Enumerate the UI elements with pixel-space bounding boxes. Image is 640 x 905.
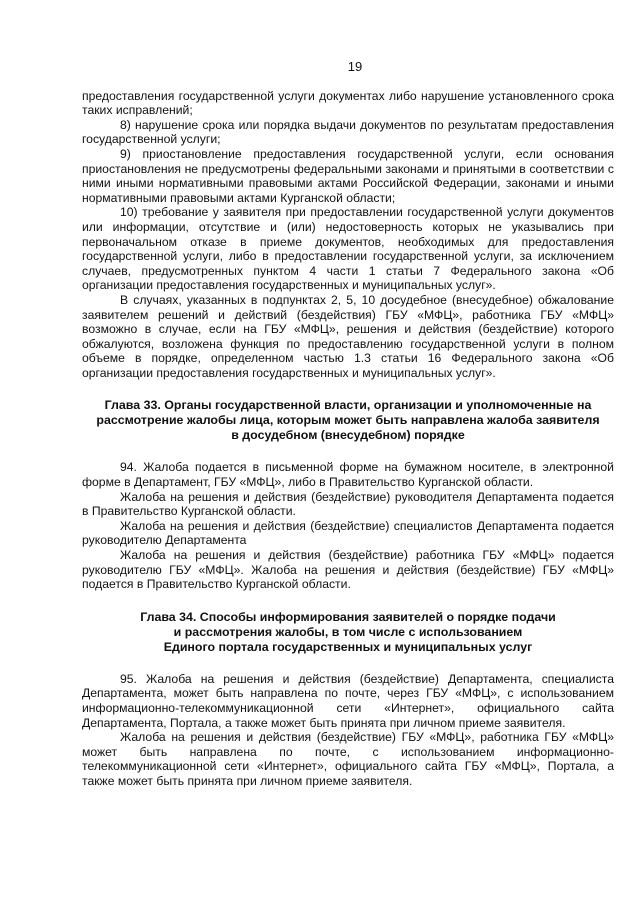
heading-line: Единого портала государственных и муниципальных услуг — [163, 639, 533, 654]
paragraph: Жалоба на решения и действия (бездействие) руководителя Департамента подается в Правительство Курганской области. — [82, 489, 614, 519]
heading-line: Глава 33. Органы государственной власти, организации и уполномоченные на — [104, 398, 592, 413]
paragraph: Жалоба на решения и действия (бездействие) работника ГБУ «МФЦ» подается руководителю ГБУ «МФЦ». Жалоба на решения и действия (бездействие) ГБУ «МФЦ» подается в Правительство Курганской области. — [82, 548, 614, 592]
list-item-8: 8) нарушение срока или порядка выдачи документов по результатам предоставления государственной услуги; — [82, 117, 614, 147]
paragraph: В случаях, указанных в подпунктах 2, 5, 10 досудебное (внесудебное) обжалование заявителем решений и действий (бездействия) ГБУ «МФЦ», работника ГБУ «МФЦ» возможно в случае, если на ГБУ «МФЦ», решения и действия (бездействие) которого обжалуются, возложена функция по предоставлению государственной услуги в полном объеме в порядке, определенном частью 1.3 статьи 16 Федерального закона «Об организации предоставления государственных и муниципальных услуг». — [82, 292, 614, 380]
chapter-33-heading — [82, 398, 614, 443]
heading-line: Глава 34. Способы информирования заявителей о порядке подачи — [140, 609, 556, 624]
paragraph: Жалоба на решения и действия (бездействие) специалистов Департамента подается руководителю Департамента — [82, 518, 614, 548]
heading-line: в досудебном (внесудебном) порядке — [231, 428, 465, 443]
paragraph: предоставления государственной услуги документах либо нарушение установленного срока таких исправлений; — [82, 88, 614, 118]
chapter-34-body — [82, 672, 614, 789]
list-item-9: 9) приостановление предоставления государственной услуги, если основания приостановления не предусмотрены федеральными законами и принятыми в соответствии с ними иными нормативными правовыми актами Российской Федерации, законами и иными нормативными правовыми актами Курганской области; — [82, 146, 614, 205]
paragraph-94: 94. Жалоба подается в письменной форме на бумажном носителе, в электронной форме в Департамент, ГБУ «МФЦ», либо в Правительство Курганской области. — [82, 460, 614, 490]
list-item-10: 10) требование у заявителя при предоставлении государственной услуги документов или информации, отсутствие и (или) недостоверность которых не указывались при первоначальном отказе в приеме документов, необходимых для предоставления государственной услуги, либо в предоставлении государственной услуги, за исключением случаев, предусмотренных пунктом 4 части 1 статьи 7 Федерального закона «Об организации предоставления государственных и муниципальных услуг». — [82, 205, 614, 293]
chapter-33-body — [82, 460, 614, 591]
document-page — [82, 60, 614, 789]
paragraph: Жалоба на решения и действия (бездействие) ГБУ «МФЦ», работника ГБУ «МФЦ» может быть направлена по почте, с использованием информационно-телекоммуникационной сети «Интернет», официального сайта ГБУ «МФЦ», Портала, а также может быть принята при личном приеме заявителя. — [82, 730, 614, 788]
page-number: 19 — [347, 59, 363, 74]
heading-line: рассмотрение жалобы лица, которым может быть направлена жалоба заявителя — [96, 413, 600, 428]
paragraph-95: 95. Жалоба на решения и действия (бездействие) Департамента, специалиста Департамента, может быть направлена по почте, через ГБУ «МФЦ», с использованием информационно-телекоммуникационной сети «Интернет», официального сайта Департамента, Портала, а также может быть принята при личном приеме заявителя. — [82, 671, 614, 730]
section-continuation — [82, 89, 614, 381]
heading-line: и рассмотрения жалобы, в том числе с использованием — [173, 624, 523, 639]
chapter-34-heading — [82, 610, 614, 655]
